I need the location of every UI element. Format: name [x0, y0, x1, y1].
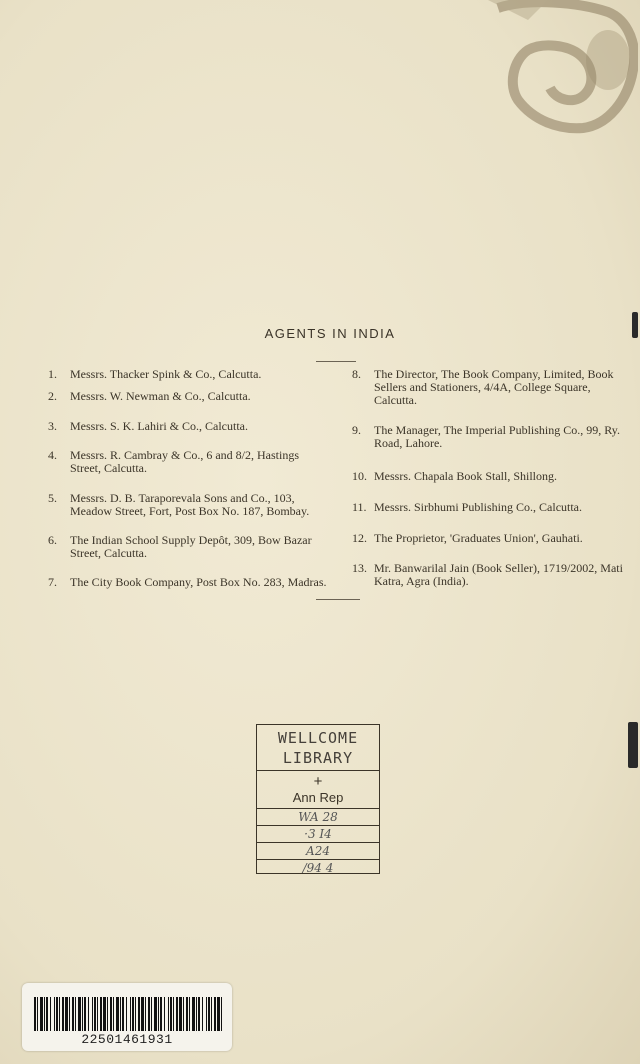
agent-text: Mr. Banwarilal Jain (Book Seller), 1719/2002, Mati Katra, Agra (India).: [374, 561, 623, 588]
barcode-bar: [56, 997, 58, 1031]
barcode-bar: [69, 997, 70, 1031]
barcode-bar: [37, 997, 38, 1031]
coffee-stain-icon: [488, 0, 638, 140]
barcode-bar: [168, 997, 169, 1031]
agent-text: Messrs. S. K. Lahiri & Co., Calcutta.: [70, 419, 248, 433]
barcode-bar: [88, 997, 89, 1031]
barcode-bar: [100, 997, 102, 1031]
barcode-bar: [141, 997, 144, 1031]
barcode-bar: [217, 997, 220, 1031]
barcode-bar: [75, 997, 76, 1031]
agent-entry: [48, 368, 328, 381]
barcode-bar: [221, 997, 222, 1031]
barcode-bar: [135, 997, 136, 1031]
agent-text: The City Book Company, Post Box No. 283, Madras.: [70, 575, 327, 589]
barcode-bar: [164, 997, 165, 1031]
agent-entry: [352, 532, 636, 545]
agent-number: 9.: [352, 423, 361, 437]
agent-entry: [352, 501, 636, 514]
library-stamp-row: WA 28: [257, 809, 379, 826]
agent-text: Messrs. D. B. Taraporevala Sons and Co., 103, Meadow Street, Fort, Post Box No. 187, Bombay.: [70, 491, 310, 518]
barcode-bar: [176, 997, 178, 1031]
agent-number: 11.: [352, 500, 367, 514]
barcode-bar: [179, 997, 182, 1031]
barcode-bar: [44, 997, 45, 1031]
agents-left-column: [48, 368, 328, 589]
agent-number: 1.: [48, 367, 57, 381]
agent-number: 6.: [48, 533, 57, 547]
section-rule: [316, 599, 360, 600]
barcode-bar: [208, 997, 210, 1031]
barcode-bar: [192, 997, 195, 1031]
barcode-bar: [65, 997, 68, 1031]
agent-number: 4.: [48, 448, 57, 462]
agent-number: 7.: [48, 575, 57, 589]
agent-number: 8.: [352, 367, 361, 381]
agent-entry: [48, 534, 328, 560]
barcode-bar: [40, 997, 43, 1031]
barcode-bar: [214, 997, 216, 1031]
barcode-bar: [46, 997, 48, 1031]
barcode-bar: [113, 997, 114, 1031]
barcode-label: [22, 983, 232, 1051]
library-stamp: [256, 724, 380, 874]
barcode-bar: [34, 997, 36, 1031]
barcode-bar: [173, 997, 174, 1031]
page-heading: AGENTS IN INDIA: [264, 326, 396, 341]
barcode-bar: [120, 997, 121, 1031]
library-stamp-line1: WELLCOME: [277, 729, 359, 747]
barcode-bar: [116, 997, 119, 1031]
barcode-bar: [186, 997, 188, 1031]
agent-text: The Manager, The Imperial Publishing Co., 99, Ry. Road, Lahore.: [374, 423, 620, 450]
agent-number: 2.: [48, 389, 57, 403]
barcode-bar: [84, 997, 86, 1031]
agent-text: Messrs. W. Newman & Co., Calcutta.: [70, 389, 251, 403]
library-stamp-plus: +: [313, 773, 323, 790]
barcode-bar: [59, 997, 60, 1031]
library-stamp-row: A24: [257, 843, 379, 860]
barcode-bar: [202, 997, 203, 1031]
agent-text: The Director, The Book Company, Limited, Book Sellers and Stationers, 4/4A, College Square, Calcutta.: [374, 367, 614, 407]
barcode-bar: [206, 997, 207, 1031]
barcode-bar: [103, 997, 106, 1031]
barcode-bar: [82, 997, 83, 1031]
agent-entry: [48, 576, 328, 589]
barcode-bar: [158, 997, 159, 1031]
barcode-bar: [170, 997, 172, 1031]
barcode-bar: [183, 997, 184, 1031]
agent-text: Messrs. Sirbhumi Publishing Co., Calcutta.: [374, 500, 583, 514]
edge-mark-bottom: [628, 722, 638, 768]
barcode-bar: [196, 997, 197, 1031]
barcode-bar: [145, 997, 146, 1031]
agent-entry: [352, 562, 636, 588]
barcode-bar: [126, 997, 127, 1031]
barcode-bar: [148, 997, 150, 1031]
barcode-number: 22501461931: [81, 1032, 173, 1047]
agent-entry: [352, 424, 636, 450]
library-stamp-row: /94 4: [302, 861, 334, 875]
barcode-bar: [211, 997, 212, 1031]
barcode-bar: [54, 997, 55, 1031]
barcode-bar: [138, 997, 140, 1031]
barcode-bar: [78, 997, 81, 1031]
agent-number: 3.: [48, 419, 57, 433]
agents-right-column: [352, 368, 636, 588]
barcode-bar: [160, 997, 162, 1031]
library-stamp-ann: Ann Rep: [257, 790, 379, 809]
barcode-bar: [122, 997, 124, 1031]
agent-text: Messrs. Chapala Book Stall, Shillong.: [374, 469, 557, 483]
agent-number: 12.: [352, 531, 367, 545]
heading-rule: [316, 361, 356, 362]
agent-number: 5.: [48, 491, 57, 505]
barcode-bar: [110, 997, 112, 1031]
barcode-bar: [72, 997, 74, 1031]
agent-entry: [48, 390, 328, 403]
agent-entry: [48, 492, 328, 518]
barcode-bar: [62, 997, 64, 1031]
agent-text: Messrs. Thacker Spink & Co., Calcutta.: [70, 367, 262, 381]
barcode-bar: [189, 997, 190, 1031]
barcode-bar: [94, 997, 96, 1031]
barcode-bar: [107, 997, 108, 1031]
agent-entry: [352, 368, 636, 407]
agent-entry: [48, 449, 328, 475]
barcode-bar: [50, 997, 51, 1031]
barcode-bar: [132, 997, 134, 1031]
library-stamp-row: ·3 I4: [257, 826, 379, 843]
agent-number: 13.: [352, 561, 367, 575]
barcode-bar: [92, 997, 93, 1031]
agent-entry: [48, 420, 328, 433]
barcode-icon: [34, 997, 224, 1031]
library-stamp-line2: LIBRARY: [257, 748, 379, 771]
barcode-bar: [97, 997, 98, 1031]
barcode-bar: [198, 997, 200, 1031]
barcode-bar: [151, 997, 152, 1031]
agent-number: 10.: [352, 469, 367, 483]
agent-text: The Proprietor, 'Graduates Union', Gauhati.: [374, 531, 583, 545]
agent-text: Messrs. R. Cambray & Co., 6 and 8/2, Hastings Street, Calcutta.: [70, 448, 299, 475]
agent-text: The Indian School Supply Depôt, 309, Bow Bazar Street, Calcutta.: [70, 533, 312, 560]
agent-entry: [352, 470, 636, 483]
barcode-bar: [154, 997, 157, 1031]
barcode-bar: [130, 997, 131, 1031]
